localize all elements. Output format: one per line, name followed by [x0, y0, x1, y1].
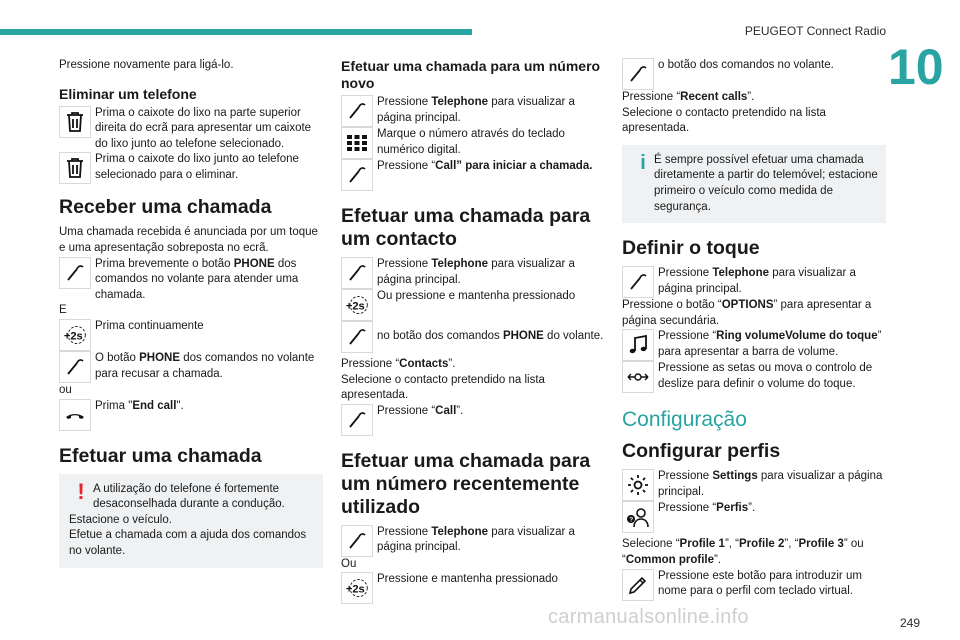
instruction-row [622, 329, 886, 361]
instruction-row [341, 321, 605, 353]
warning-icon: ! [77, 478, 85, 504]
paragraph: Pressione “Recent calls”. [622, 91, 755, 103]
instruction-text: Pressione Settings para visualizar a página principal. [658, 470, 883, 498]
instruction-text: Prima brevemente o botão PHONE dos comandos no volante para atender uma chamada. [95, 257, 299, 301]
header-accent-bar [0, 29, 472, 35]
instruction-row [622, 469, 886, 501]
heading-call-recent: Efetuar uma chamada para um número recentemente utilizado [341, 449, 591, 518]
instruction-text: Pressione as setas ou mova o controlo de deslize para definir o volume do toque. [658, 362, 873, 390]
svg-text:+2s: +2s [63, 330, 83, 343]
instruction-text: Prima "End call". [95, 399, 184, 412]
instruction-row [341, 95, 605, 127]
instruction-text: Ou pressione e mantenha pressionado [377, 290, 576, 302]
hang-up-icon [59, 399, 91, 431]
column-3 [622, 58, 886, 601]
instruction-row [341, 127, 605, 159]
info-text: É sempre possível efetuar uma chamada diretamente a partir do telemóvel; estacione primeiro o veículo como medida de segurança. [654, 153, 878, 213]
column-2 [341, 58, 605, 604]
instruction-text: Pressione Telephone para visualizar a página principal. [377, 258, 575, 286]
warning-text: Estacione o veículo. [69, 513, 172, 526]
trash-icon [59, 152, 91, 184]
trash-icon [59, 106, 91, 138]
warning-text: Efetue a chamada com a ajuda dos comandos no volante. [69, 529, 307, 557]
paragraph: Selecione “Profile 1”, “Profile 2”, “Profile 3” ou “Common profile”. [622, 538, 864, 566]
instruction-text: Pressione este botão para introduzir um nome para o perfil com teclado virtual. [658, 569, 862, 598]
heading-call-new-number: Efetuar uma chamada para um número novo [341, 58, 601, 91]
label-ou: ou [59, 383, 72, 396]
instruction-text: O botão PHONE dos comandos no volante para recusar a chamada. [95, 351, 315, 380]
label-ou: Ou [341, 557, 357, 570]
instruction-text: Pressione e mantenha pressionado [377, 573, 558, 586]
instruction-row [341, 404, 605, 436]
paragraph: Pressione novamente para ligá-lo. [59, 59, 234, 71]
instruction-text: Pressione “Perfis”. [658, 502, 756, 515]
tap-icon [341, 95, 373, 127]
instruction-row [622, 361, 886, 393]
watermark: carmanualsonline.info [548, 606, 749, 628]
press-2s-icon [341, 572, 373, 604]
heading-make-call: Efetuar uma chamada [59, 444, 262, 467]
instruction-text: no botão dos comandos PHONE do volante. [377, 330, 604, 342]
instruction-row [59, 399, 323, 431]
instruction-text: Prima o caixote do lixo junto ao telefone selecionado para o eliminar. [95, 153, 299, 181]
paragraph: Pressione “Contacts”. [341, 358, 456, 370]
instruction-row [341, 572, 605, 604]
tap-icon [59, 257, 91, 289]
column-1 [59, 58, 323, 574]
instruction-row [341, 159, 605, 191]
tap-icon [59, 351, 91, 383]
tap-icon [341, 159, 373, 191]
svg-text:?: ? [629, 516, 634, 524]
heading-configuration: Configuração [622, 408, 747, 432]
heading-receive-call: Receber uma chamada [59, 196, 272, 219]
chapter-number: 10 [888, 39, 944, 95]
instruction-row [622, 58, 886, 90]
tap-icon [622, 266, 654, 298]
instruction-row [59, 106, 323, 153]
instruction-text: Pressione “Call”. [377, 404, 464, 417]
instruction-text: Pressione “Call” para iniciar a chamada. [377, 160, 593, 172]
tap-icon [341, 525, 373, 557]
instruction-row [59, 351, 323, 383]
instruction-text: Prima continuamente [95, 319, 204, 332]
instruction-text: Pressione Telephone para visualizar a página principal. [377, 96, 575, 124]
warning-box [59, 474, 323, 568]
instruction-text: Pressione Telephone para visualizar a página principal. [377, 525, 575, 554]
instruction-row [341, 257, 605, 289]
info-box [622, 145, 886, 223]
instruction-row [622, 569, 886, 601]
info-icon: i [640, 151, 646, 174]
instruction-row [59, 319, 323, 351]
press-2s-icon [59, 319, 91, 351]
svg-text:+2s: +2s [345, 583, 365, 596]
instruction-row [341, 525, 605, 557]
page-number: 249 [900, 616, 921, 630]
instruction-text: Pressione Telephone para visualizar a página principal. [658, 267, 856, 295]
instruction-text: Pressione “Ring volumeVolume do toque” para apresentar a barra de volume. [658, 330, 882, 358]
paragraph: Uma chamada recebida é anunciada por um toque e uma apresentação sobreposta no ecrã. [59, 226, 318, 254]
heading-delete-phone: Eliminar um telefone [59, 85, 197, 102]
paragraph: Pressione o botão “OPTIONS” para apresentar a página secundária. [622, 299, 872, 327]
tap-icon [341, 404, 373, 436]
instruction-row [622, 266, 886, 298]
heading-set-ringtone: Definir o toque [622, 237, 760, 260]
instruction-row [622, 501, 886, 533]
press-2s-icon [341, 289, 373, 321]
tap-icon [341, 257, 373, 289]
instruction-row [59, 257, 323, 304]
keypad-icon [341, 127, 373, 159]
warning-text: A utilização do telefone é fortemente desaconselhada durante a condução. [93, 482, 285, 511]
profile-icon [622, 501, 654, 533]
slider-arrows-icon [622, 361, 654, 393]
instruction-text: o botão dos comandos no volante. [658, 59, 834, 71]
header-title: PEUGEOT Connect Radio [744, 24, 886, 38]
heading-call-contact: Efetuar uma chamada para um contacto [341, 205, 591, 250]
tap-icon [341, 321, 373, 353]
music-note-icon [622, 329, 654, 361]
instruction-text: Marque o número através do teclado numérico digital. [377, 128, 565, 156]
gear-icon [622, 469, 654, 501]
label-e: E [59, 304, 67, 317]
instruction-text: Prima o caixote do lixo na parte superior direita do ecrã para apresentar um caixote do lixo junto ao telefone selecionado. [95, 106, 312, 150]
pencil-icon [622, 569, 654, 601]
svg-text:+2s: +2s [345, 300, 365, 313]
paragraph: Selecione o contacto pretendido na lista apresentada. [341, 373, 545, 402]
tap-icon [622, 58, 654, 90]
paragraph: Selecione o contacto pretendido na lista apresentada. [622, 106, 826, 135]
instruction-row [59, 152, 323, 184]
heading-configure-profiles: Configurar perfis [622, 440, 781, 463]
instruction-row [341, 289, 605, 321]
